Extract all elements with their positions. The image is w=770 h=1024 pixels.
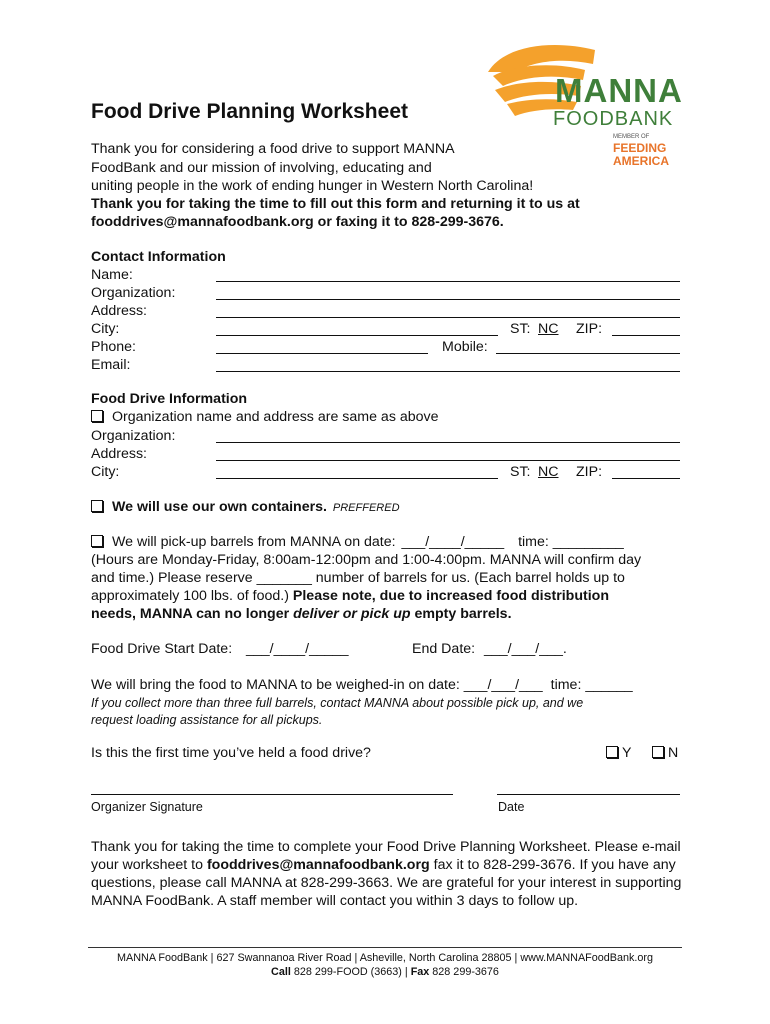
signature-date-field[interactable] xyxy=(497,794,680,795)
drive-zip-label: ZIP: xyxy=(576,464,603,480)
contact-city-field[interactable] xyxy=(216,335,498,336)
drive-st-value[interactable]: NC xyxy=(538,464,559,480)
barrels-line-2: (Hours are Monday-Friday, 8:00am-12:00pm and 1:00-4:00pm. MANNA will confirm day xyxy=(91,552,642,568)
footer-fax-label: Fax xyxy=(410,966,430,978)
closing-email[interactable]: fooddrives@mannafoodbank.org xyxy=(206,857,430,873)
closing-line-2 xyxy=(91,856,676,874)
start-date-blank[interactable]: ___/____/_____ xyxy=(246,641,349,657)
drive-city-field[interactable] xyxy=(216,478,498,479)
intro-line-5: fooddrives@mannafoodbank.org or faxing it to 828-299-3676. xyxy=(91,214,504,230)
checkbox-icon[interactable] xyxy=(91,500,103,512)
weigh-note-1: If you collect more than three full barrels, contact MANNA about possible pick up, and we xyxy=(91,696,584,710)
closing-line-4: MANNA FoodBank. A staff member will contact you within 3 days to follow up. xyxy=(91,893,579,909)
drive-zip-field[interactable] xyxy=(612,478,680,479)
drive-org-label: Organization: xyxy=(91,428,176,444)
contact-org-field[interactable] xyxy=(216,299,680,300)
drive-city-label: City: xyxy=(91,464,120,480)
footer-call-label: Call xyxy=(271,966,291,978)
contact-address-label: Address: xyxy=(91,303,147,319)
logo-america: AMERICA xyxy=(613,154,669,168)
contact-org-label: Organization: xyxy=(91,285,176,301)
contact-mobile-field[interactable] xyxy=(496,353,680,354)
contact-zip-field[interactable] xyxy=(612,335,680,336)
barrels-date-blank[interactable]: ___/____/_____ xyxy=(401,534,505,550)
closing-line-1: Thank you for taking the time to complete your Food Drive Planning Worksheet. Please e-mail xyxy=(91,839,681,855)
contact-st-value[interactable]: NC xyxy=(538,321,559,337)
weigh-date-blank[interactable]: ___/___/___ xyxy=(463,677,543,693)
contact-name-field[interactable] xyxy=(216,281,680,282)
signature-field[interactable] xyxy=(91,794,453,795)
contact-zip-label: ZIP: xyxy=(576,321,603,337)
barrels-line-3 xyxy=(91,569,625,587)
footer-fax-value: 828 299-3676 xyxy=(432,966,499,978)
barrels-line-3b: number of barrels for us. (Each barrel holds up to xyxy=(315,570,625,586)
barrels-line-5 xyxy=(91,605,512,623)
closing-line-2a: your worksheet to xyxy=(91,857,203,873)
intro-line-1: Thank you for considering a food drive to support MANNA xyxy=(91,141,455,157)
weigh-note-2: request loading assistance for all pickups. xyxy=(91,713,323,727)
checkbox-icon[interactable] xyxy=(91,535,103,547)
drive-heading: Food Drive Information xyxy=(91,391,248,407)
contact-phone-label: Phone: xyxy=(91,339,136,355)
drive-org-field[interactable] xyxy=(216,442,680,443)
footer-rule xyxy=(88,947,682,948)
contact-phone-field[interactable] xyxy=(216,353,428,354)
barrels-line-5b: deliver or pick up xyxy=(293,606,411,622)
contact-mobile-label: Mobile: xyxy=(442,339,488,355)
intro-line-3: uniting people in the work of ending hunger in Western North Carolina! xyxy=(91,178,534,194)
drive-same-row[interactable] xyxy=(91,408,439,426)
barrels-label: We will pick-up barrels from MANNA on date: xyxy=(112,534,396,550)
no-label: N xyxy=(668,745,679,761)
intro-line-2: FoodBank and our mission of involving, educating and xyxy=(91,160,432,176)
footer-line-1: MANNA FoodBank | 627 Swannanoa River Road | Asheville, North Carolina 28805 | www.MANNAFoodBank.org xyxy=(117,952,653,964)
end-date-label: End Date: xyxy=(412,641,476,657)
intro-line-4: Thank you for taking the time to fill out this form and returning it to us at xyxy=(91,196,580,212)
weigh-row xyxy=(91,676,633,694)
contact-st-label: ST: xyxy=(510,321,531,337)
checkbox-icon[interactable] xyxy=(606,746,618,758)
drive-st-label: ST: xyxy=(510,464,531,480)
preferred-note: PREFFERED xyxy=(332,502,400,514)
barrels-time-blank[interactable]: _________ xyxy=(552,534,624,550)
logo-feeding: FEEDING xyxy=(613,141,667,155)
footer-call-value: 828 299-FOOD (3663) | xyxy=(293,966,408,978)
barrels-line-4a: approximately 100 lbs. of food.) xyxy=(91,588,289,604)
footer-line-2 xyxy=(0,965,770,979)
barrels-count-blank[interactable]: _______ xyxy=(256,570,312,586)
drive-address-label: Address: xyxy=(91,446,147,462)
manna-logo xyxy=(485,42,685,172)
start-date-label: Food Drive Start Date: xyxy=(91,641,233,657)
contact-address-field[interactable] xyxy=(216,317,680,318)
weigh-label: We will bring the food to MANNA to be weighed-in on date: xyxy=(91,677,460,693)
barrels-line-5a: needs, MANNA can no longer xyxy=(91,606,290,622)
contact-name-label: Name: xyxy=(91,267,133,283)
closing-line-2b: fax it to 828-299-3676. If you have any xyxy=(433,857,676,873)
logo-foodbank-text: FOODBANK xyxy=(553,108,674,130)
weigh-time-label: time: xyxy=(550,677,582,693)
end-date-blank[interactable]: ___/___/___. xyxy=(484,641,567,657)
barrels-line-4b: Please note, due to increased food distribution xyxy=(292,588,610,604)
logo-manna-text: MANNA xyxy=(555,72,683,109)
checkbox-icon[interactable] xyxy=(91,410,103,422)
first-time-question: Is this the first time you’ve held a food drive? xyxy=(91,745,371,761)
drive-address-field[interactable] xyxy=(216,460,680,461)
containers-label: We will use our own containers. xyxy=(112,499,327,515)
closing-line-3: questions, please call MANNA at 828-299-3663. We are grateful for your interest in supporting xyxy=(91,875,682,891)
barrels-row[interactable] xyxy=(91,533,624,551)
barrels-line-5c: empty barrels. xyxy=(414,606,512,622)
same-as-above-label: Organization name and address are same as above xyxy=(112,409,439,425)
logo-member-of: MEMBER OF xyxy=(613,134,650,140)
signature-date-label: Date xyxy=(498,800,525,814)
yes-label: Y xyxy=(622,745,632,761)
barrels-time-label: time: xyxy=(518,534,549,550)
contact-city-label: City: xyxy=(91,321,120,337)
weigh-time-blank[interactable]: ______ xyxy=(585,677,633,693)
checkbox-icon[interactable] xyxy=(652,746,664,758)
contact-email-field[interactable] xyxy=(216,371,680,372)
contact-heading: Contact Information xyxy=(91,249,226,265)
first-time-no[interactable] xyxy=(652,744,678,762)
contact-email-label: Email: xyxy=(91,357,131,373)
barrels-line-3a: and time.) Please reserve xyxy=(91,570,253,586)
page-title: Food Drive Planning Worksheet xyxy=(91,100,408,123)
barrels-line-4 xyxy=(91,587,609,605)
organizer-signature-label: Organizer Signature xyxy=(91,800,203,814)
first-time-yes[interactable] xyxy=(606,744,631,762)
containers-row[interactable] xyxy=(91,498,400,517)
